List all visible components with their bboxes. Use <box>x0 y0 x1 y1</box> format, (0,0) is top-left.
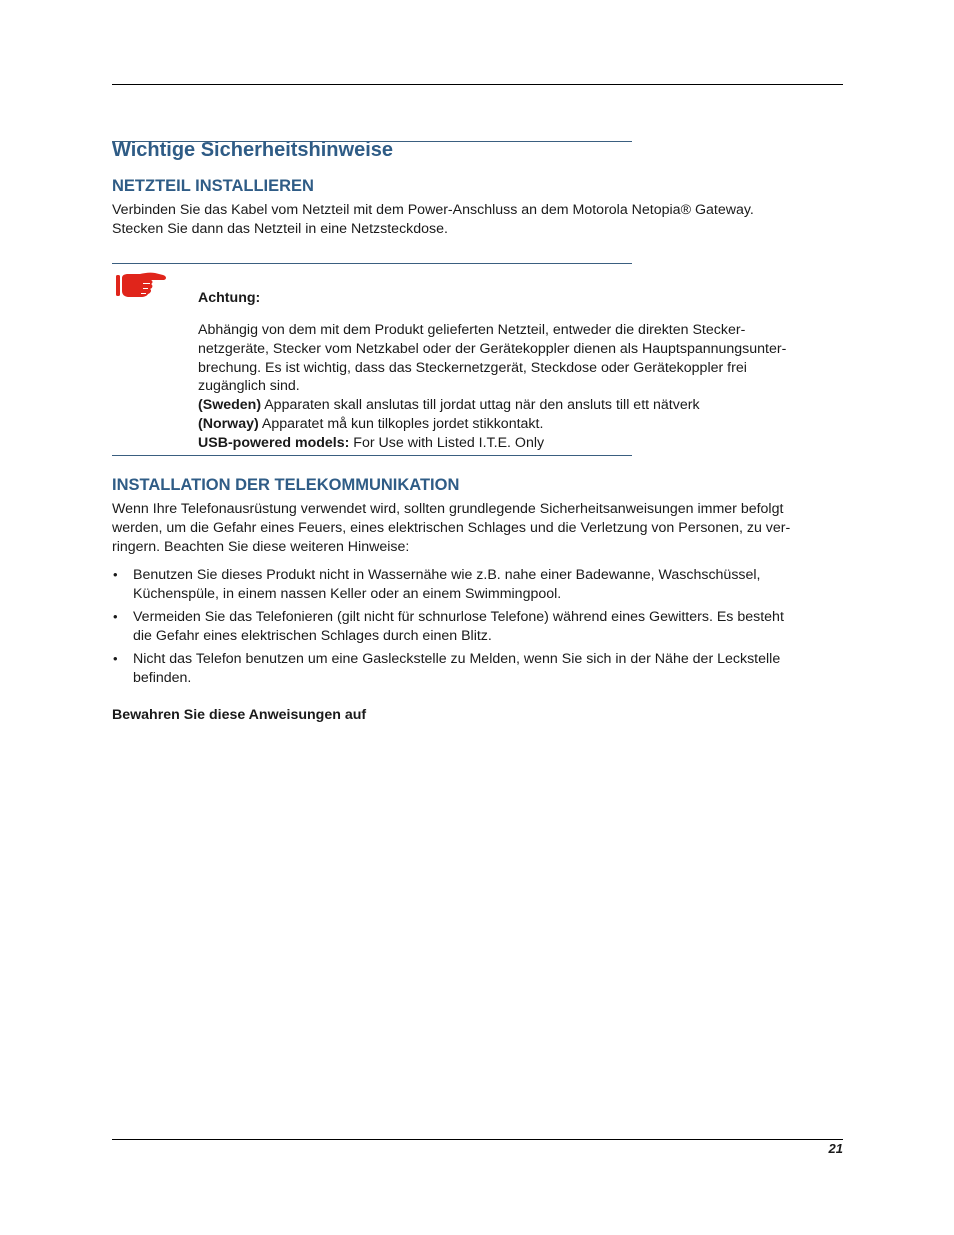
bullet-marker: • <box>113 567 118 582</box>
section-netzteil-body <box>112 201 754 239</box>
caution-line: netzgeräte, Stecker vom Netzkabel oder der Gerätekoppler dienen als Hauptspannungsunter- <box>198 340 787 357</box>
list-item <box>133 650 780 688</box>
caution-body <box>198 321 786 453</box>
list-item-line: die Gefahr eines elektrischen Schlages durch einen Blitz. <box>133 627 492 644</box>
list-item <box>133 566 760 604</box>
caution-top-rule <box>112 263 632 264</box>
footer-rule <box>112 1139 843 1140</box>
section-heading-netzteil: NETZTEIL INSTALLIEREN <box>112 177 314 195</box>
page-title: Wichtige Sicherheitshinweise <box>112 139 394 161</box>
caution-label: Achtung: <box>198 290 261 306</box>
bullet-marker: • <box>113 651 118 666</box>
list-item-line: Nicht das Telefon benutzen um eine Gasleckstelle zu Melden, wenn Sie sich in der Nähe der Leckstelle <box>133 651 781 667</box>
section-heading-telekommunikation: INSTALLATION DER TELEKOMMUNIKATION <box>112 476 460 494</box>
list-item-line: Küchenspüle, in einem nassen Keller oder an einem Swimmingpool. <box>133 585 562 602</box>
body-line: Verbinden Sie das Kabel vom Netzteil mit dem Power-Anschluss an dem Motorola Netopia® Gateway. <box>112 202 754 218</box>
closing-note: Bewahren Sie diese Anweisungen auf <box>112 707 367 723</box>
note-norway <box>198 415 786 434</box>
header-rule <box>112 84 843 85</box>
body-line: werden, um die Gefahr eines Feuers, eines elektrischen Schlages und die Verletzung von Personen, zu ver- <box>112 519 791 536</box>
caution-line: zugänglich sind. <box>198 378 300 395</box>
note-label: USB-powered models: <box>198 434 350 451</box>
page-number: 21 <box>828 1141 843 1156</box>
note-text: Apparatet må kun tilkoples jordet stikkontakt. <box>258 415 544 432</box>
note-usb <box>198 434 786 453</box>
body-line: Stecken Sie dann das Netzteil in eine Netzsteckdose. <box>112 220 448 237</box>
note-label: (Sweden) <box>198 397 262 414</box>
section-telekom-body <box>112 500 790 556</box>
note-sweden <box>198 396 786 415</box>
note-text: For Use with Listed I.T.E. Only <box>349 434 545 451</box>
note-text: Apparaten skall anslutas till jordat uttag när den ansluts till ett nätverk <box>261 397 700 414</box>
list-item-line: befinden. <box>133 669 192 686</box>
caution-bottom-rule <box>112 455 632 456</box>
list-item-line: Benutzen Sie dieses Produkt nicht in Wassernähe wie z.B. nahe einer Badewanne, Waschschüssel, <box>133 567 761 583</box>
list-item <box>133 608 784 646</box>
caution-line: brechung. Es ist wichtig, dass das Steckernetzgerät, Steckdose oder Gerätekoppler frei <box>198 359 747 376</box>
caution-line: Abhängig von dem mit dem Produkt gelieferten Netzteil, entweder die direkten Stecker- <box>198 322 746 338</box>
note-label: (Norway) <box>198 415 259 432</box>
body-line: ringern. Beachten Sie diese weiteren Hinweise: <box>112 538 410 555</box>
pointing-hand-icon <box>113 269 167 301</box>
list-item-line: Vermeiden Sie das Telefonieren (gilt nicht für schnurlose Telefone) während eines Gewitters. Es besteht <box>133 609 784 625</box>
body-line: Wenn Ihre Telefonausrüstung verwendet wird, sollten grundlegende Sicherheitsanweisungen immer befolgt <box>112 501 784 517</box>
bullet-marker: • <box>113 609 118 624</box>
